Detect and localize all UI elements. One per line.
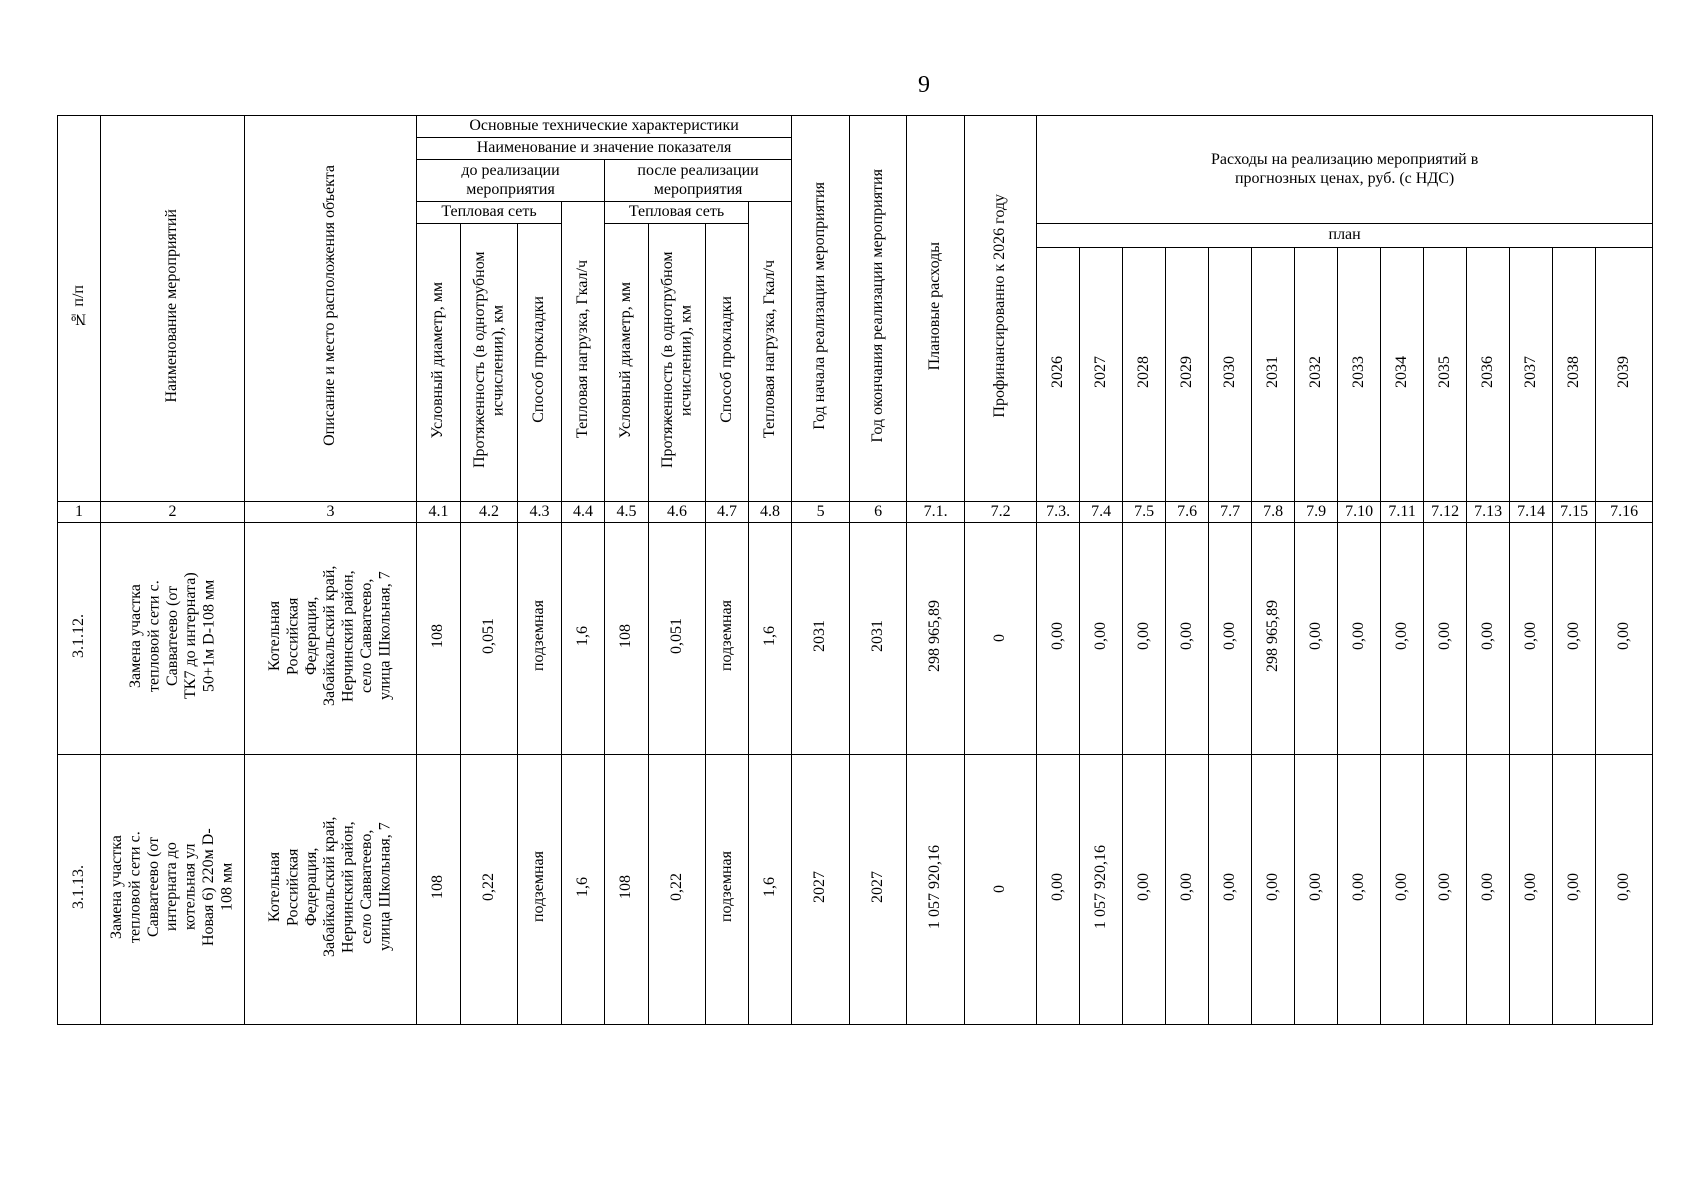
column-number: 7.12	[1424, 502, 1467, 523]
column-number: 7.8	[1252, 502, 1295, 523]
column-number: 4.8	[749, 502, 792, 523]
year-cost-2039: 0,00	[1596, 523, 1653, 755]
start-year: 2031	[792, 523, 850, 755]
start-year-header: Год начала реализации мероприятия	[792, 116, 850, 502]
column-number: 4.3	[518, 502, 562, 523]
costs-header: Расходы на реализацию мероприятий в прогнозных ценах, руб. (с НДС)	[1037, 116, 1653, 224]
after-value: 108	[605, 755, 649, 1025]
year-cost-2033: 0,00	[1338, 755, 1381, 1025]
column-number: 1	[58, 502, 101, 523]
heat-net-after: Тепловая сеть	[605, 202, 749, 224]
column-number: 7.13	[1467, 502, 1510, 523]
before-value: 0,051	[461, 523, 518, 755]
column-number: 7.4	[1080, 502, 1123, 523]
year-cost-2027: 1 057 920,16	[1080, 755, 1123, 1025]
measures-table	[57, 115, 1653, 1025]
year-header-2033: 2033	[1338, 248, 1381, 502]
laying-after-header: Способ прокладки	[706, 224, 749, 502]
year-cost-2029: 0,00	[1166, 523, 1209, 755]
column-number: 7.15	[1553, 502, 1596, 523]
column-number: 4.6	[649, 502, 706, 523]
column-number: 7.9	[1295, 502, 1338, 523]
year-cost-2035: 0,00	[1424, 523, 1467, 755]
column-number: 4.5	[605, 502, 649, 523]
year-header-2037: 2037	[1510, 248, 1553, 502]
before-value: подземная	[518, 523, 562, 755]
column-number: 7.11	[1381, 502, 1424, 523]
before-value: 108	[417, 755, 461, 1025]
column-number: 3	[245, 502, 417, 523]
planned-cost: 298 965,89	[907, 523, 965, 755]
after-value: 1,6	[749, 523, 792, 755]
end-year-header: Год окончания реализации мероприятия	[850, 116, 907, 502]
year-cost-2026: 0,00	[1037, 523, 1080, 755]
column-number: 7.2	[965, 502, 1037, 523]
year-header-2028: 2028	[1123, 248, 1166, 502]
before-value: 0,22	[461, 755, 518, 1025]
table-row	[58, 755, 1653, 1025]
financed-header: Профинансированно к 2026 году	[965, 116, 1037, 502]
col-desc-header: Описание и место расположения объекта	[245, 116, 417, 502]
laying-before-header: Способ прокладки	[518, 224, 562, 502]
year-cost-2031: 298 965,89	[1252, 523, 1295, 755]
year-header-2030: 2030	[1209, 248, 1252, 502]
page-number: 9	[918, 72, 930, 98]
before-value: 1,6	[562, 755, 605, 1025]
diameter-before-header: Условный диаметр, мм	[417, 224, 461, 502]
column-number: 7.16	[1596, 502, 1653, 523]
column-number: 7.14	[1510, 502, 1553, 523]
row-number: 3.1.12.	[58, 523, 101, 755]
year-cost-2028: 0,00	[1123, 755, 1166, 1025]
after-value: подземная	[706, 523, 749, 755]
load-after-header: Тепловая нагрузка, Гкал/ч	[749, 202, 792, 502]
end-year: 2031	[850, 523, 907, 755]
column-number: 7.1.	[907, 502, 965, 523]
start-year: 2027	[792, 755, 850, 1025]
year-header-2036: 2036	[1467, 248, 1510, 502]
column-number: 2	[101, 502, 245, 523]
after-value: 0,051	[649, 523, 706, 755]
after-value: 1,6	[749, 755, 792, 1025]
year-cost-2036: 0,00	[1467, 755, 1510, 1025]
financed-value: 0	[965, 755, 1037, 1025]
heat-net-before: Тепловая сеть	[417, 202, 562, 224]
diameter-after-header: Условный диаметр, мм	[605, 224, 649, 502]
tech-sub-header: Наименование и значение показателя	[417, 138, 792, 160]
year-cost-2038: 0,00	[1553, 755, 1596, 1025]
column-number: 7.6	[1166, 502, 1209, 523]
year-cost-2035: 0,00	[1424, 755, 1467, 1025]
column-number: 4.2	[461, 502, 518, 523]
year-header-2031: 2031	[1252, 248, 1295, 502]
financed-value: 0	[965, 523, 1037, 755]
before-value: подземная	[518, 755, 562, 1025]
after-value: подземная	[706, 755, 749, 1025]
year-header-2032: 2032	[1295, 248, 1338, 502]
length-after-header: Протяженность (в однотрубном исчислении), км	[649, 224, 706, 502]
year-cost-2032: 0,00	[1295, 755, 1338, 1025]
plan-header: план	[1037, 224, 1653, 248]
column-number: 7.3.	[1037, 502, 1080, 523]
after-value: 0,22	[649, 755, 706, 1025]
year-cost-2039: 0,00	[1596, 755, 1653, 1025]
year-cost-2034: 0,00	[1381, 523, 1424, 755]
after-value: 108	[605, 523, 649, 755]
year-cost-2029: 0,00	[1166, 755, 1209, 1025]
year-header-2038: 2038	[1553, 248, 1596, 502]
year-cost-2028: 0,00	[1123, 523, 1166, 755]
table-body	[58, 116, 1653, 1025]
table-row	[58, 523, 1653, 755]
planned-header: Плановые расходы	[907, 116, 965, 502]
year-header-2035: 2035	[1424, 248, 1467, 502]
before-value: 1,6	[562, 523, 605, 755]
tech-main-header: Основные технические характеристики	[417, 116, 792, 138]
column-number: 4.4	[562, 502, 605, 523]
year-cost-2026: 0,00	[1037, 755, 1080, 1025]
col-name-header: Наименование мероприятий	[101, 116, 245, 502]
before-header: до реализации мероприятия	[417, 160, 605, 202]
planned-cost: 1 057 920,16	[907, 755, 965, 1025]
end-year: 2027	[850, 755, 907, 1025]
column-numbers-row	[58, 502, 1653, 523]
year-header-2026: 2026	[1037, 248, 1080, 502]
object-description: Котельная Российская Федерация, Забайкальский край, Нерчинский район, село Савватеево, улица Школьная, 7	[245, 523, 417, 755]
col-num-header: № п/п	[58, 116, 101, 502]
after-header: после реализации мероприятия	[605, 160, 792, 202]
column-number: 4.1	[417, 502, 461, 523]
year-cost-2037: 0,00	[1510, 755, 1553, 1025]
measure-name: Замена участка тепловой сети с. Савватеево (от интерната до котельная ул Новая 6) 220м D-108 мм	[101, 755, 245, 1025]
year-cost-2038: 0,00	[1553, 523, 1596, 755]
column-number: 5	[792, 502, 850, 523]
year-cost-2031: 0,00	[1252, 755, 1295, 1025]
column-number: 7.7	[1209, 502, 1252, 523]
column-number: 6	[850, 502, 907, 523]
year-cost-2030: 0,00	[1209, 523, 1252, 755]
column-number: 7.10	[1338, 502, 1381, 523]
year-cost-2034: 0,00	[1381, 755, 1424, 1025]
year-cost-2032: 0,00	[1295, 523, 1338, 755]
measure-name: Замена участка тепловой сети с. Савватеево (от ТК7 до интерната) 50+1м D-108 мм	[101, 523, 245, 755]
year-header-2029: 2029	[1166, 248, 1209, 502]
load-before-header: Тепловая нагрузка, Гкал/ч	[562, 202, 605, 502]
column-number: 4.7	[706, 502, 749, 523]
year-cost-2027: 0,00	[1080, 523, 1123, 755]
length-before-header: Протяженность (в однотрубном исчислении), км	[461, 224, 518, 502]
object-description: Котельная Российская Федерация, Забайкальский край, Нерчинский район, село Савватеево, улица Школьная, 7	[245, 755, 417, 1025]
year-cost-2036: 0,00	[1467, 523, 1510, 755]
year-cost-2037: 0,00	[1510, 523, 1553, 755]
row-number: 3.1.13.	[58, 755, 101, 1025]
year-header-2034: 2034	[1381, 248, 1424, 502]
year-header-2039: 2039	[1596, 248, 1653, 502]
year-cost-2030: 0,00	[1209, 755, 1252, 1025]
year-header-2027: 2027	[1080, 248, 1123, 502]
column-number: 7.5	[1123, 502, 1166, 523]
before-value: 108	[417, 523, 461, 755]
year-cost-2033: 0,00	[1338, 523, 1381, 755]
